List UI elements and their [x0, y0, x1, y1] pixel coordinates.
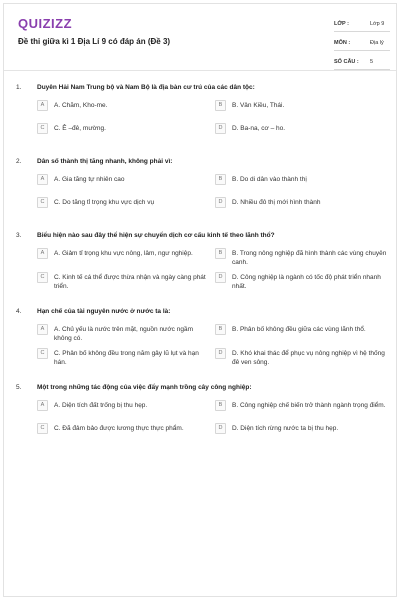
meta-row-question-count [334, 55, 390, 70]
option-letter-badge: B [215, 324, 226, 335]
question-header [4, 156, 396, 172]
option-b[interactable] [215, 246, 393, 267]
question-1 [4, 82, 396, 144]
option-d[interactable] [215, 346, 393, 367]
worksheet-header [4, 4, 396, 68]
option-letter-badge: C [37, 197, 48, 208]
meta-row-class [334, 17, 390, 32]
meta-label: MÔN : [334, 40, 351, 46]
option-letter-badge: B [215, 100, 226, 111]
meta-value: 5 [370, 59, 374, 65]
option-row [37, 346, 393, 370]
option-letter-badge: B [215, 400, 226, 411]
option-c[interactable] [37, 421, 215, 441]
option-c[interactable] [37, 121, 215, 141]
option-text: B. Phân bố không đều giữa các vùng lãnh thổ. [232, 326, 366, 333]
option-row [37, 398, 393, 421]
option-d[interactable] [215, 121, 393, 141]
option-letter-badge: B [215, 174, 226, 185]
answer-options [37, 322, 393, 370]
option-text: A. Giảm tỉ trọng khu vực nông, lâm, ngư nghiệp. [54, 250, 193, 257]
worksheet-meta [334, 17, 390, 74]
option-b[interactable] [215, 398, 393, 418]
option-letter-badge: A [37, 324, 48, 335]
question-text: Hạn chế của tài nguyên nước ở nước ta là: [37, 308, 171, 315]
option-text: B. Vân Kiều, Thái. [232, 102, 285, 109]
meta-row-subject [334, 36, 390, 51]
question-header [4, 382, 396, 398]
option-text: B. Công nghiệp chế biến trở thành ngành trọng điểm. [232, 402, 386, 409]
question-number: 5. [16, 384, 22, 391]
option-a[interactable] [37, 246, 215, 267]
option-row [37, 195, 393, 218]
option-letter-badge: D [215, 272, 226, 283]
option-row [37, 172, 393, 195]
option-text: C. Đã đảm bảo được lương thực thực phẩm. [54, 425, 184, 432]
worksheet-title: Đề thi giữa kì 1 Địa Lí 9 có đáp án (Đề 3) [18, 37, 171, 46]
option-letter-badge: C [37, 123, 48, 134]
option-b[interactable] [215, 98, 393, 118]
option-c[interactable] [37, 195, 215, 215]
option-letter-badge: D [215, 423, 226, 434]
option-text: D. Nhiều đô thị mới hình thành [232, 199, 321, 206]
question-text: Duyên Hải Nam Trung bộ và Nam Bộ là địa bàn cư trú của các dân tộc: [37, 84, 255, 91]
option-text: A. Gia tăng tự nhiên cao [54, 176, 125, 183]
option-c[interactable] [37, 346, 215, 367]
answer-options [37, 98, 393, 144]
worksheet-page [3, 3, 397, 597]
question-text: Một trong những tác động của việc đẩy mạnh trồng cây công nghiệp: [37, 384, 252, 391]
question-header [4, 82, 396, 98]
option-a[interactable] [37, 98, 215, 118]
option-letter-badge: A [37, 248, 48, 259]
meta-value: Địa lý [370, 40, 384, 46]
answer-options [37, 398, 393, 444]
option-b[interactable] [215, 322, 393, 343]
option-row [37, 421, 393, 444]
question-text: Dân số thành thị tăng nhanh, không phải vì: [37, 158, 173, 165]
option-d[interactable] [215, 421, 393, 441]
question-header [4, 306, 396, 322]
option-row [37, 98, 393, 121]
meta-value: Lớp 9 [370, 21, 385, 27]
answer-options [37, 172, 393, 218]
option-a[interactable] [37, 172, 215, 192]
quizizz-logo: QUIZIZZ [18, 16, 73, 31]
option-text: C. Phân bố không đều trong năm gây lũ lụt và hạn hán. [54, 350, 199, 366]
option-letter-badge: D [215, 348, 226, 359]
option-letter-badge: A [37, 400, 48, 411]
question-number: 2. [16, 158, 22, 165]
question-number: 4. [16, 308, 22, 315]
option-row [37, 121, 393, 144]
option-text: C. Do tăng tỉ trọng khu vực dịch vụ [54, 199, 155, 206]
option-text: C. Kinh tế cá thể được thừa nhận và ngày càng phát triển. [54, 274, 206, 290]
option-text: A. Diện tích đất trống bị thu hẹp. [54, 402, 148, 409]
question-2 [4, 156, 396, 218]
option-letter-badge: D [215, 123, 226, 134]
option-text: D. Ba-na, cơ – ho. [232, 125, 286, 132]
option-text: A. Chủ yếu là nước trên mặt, nguồn nước ngầm không có. [54, 326, 193, 342]
option-text: D. Khó khai thác để phục vụ nông nghiệp vì hệ thống đê ven sông. [232, 350, 385, 366]
question-list [4, 82, 396, 456]
question-header [4, 230, 396, 246]
option-row [37, 246, 393, 270]
option-text: A. Chăm, Kho-me. [54, 102, 108, 109]
option-letter-badge: A [37, 174, 48, 185]
option-letter-badge: D [215, 197, 226, 208]
question-text: Biểu hiện nào sau đây thể hiện sự chuyển dịch cơ cấu kinh tế theo lãnh thổ? [37, 232, 275, 239]
option-letter-badge: C [37, 423, 48, 434]
question-number: 1. [16, 84, 22, 91]
header-divider [4, 70, 396, 71]
option-row [37, 322, 393, 346]
option-text: D. Diện tích rừng nước ta bị thu hẹp. [232, 425, 339, 432]
option-letter-badge: B [215, 248, 226, 259]
option-b[interactable] [215, 172, 393, 192]
option-text: B. Do di dân vào thành thị [232, 176, 307, 183]
option-text: C. Ê –đê, mường. [54, 125, 106, 132]
option-letter-badge: C [37, 348, 48, 359]
option-d[interactable] [215, 270, 393, 291]
question-3 [4, 230, 396, 294]
meta-label: LỚP : [334, 21, 349, 27]
option-letter-badge: A [37, 100, 48, 111]
option-a[interactable] [37, 322, 215, 343]
option-c[interactable] [37, 270, 215, 291]
question-number: 3. [16, 232, 22, 239]
option-d[interactable] [215, 195, 393, 215]
question-4 [4, 306, 396, 370]
answer-options [37, 246, 393, 294]
option-letter-badge: C [37, 272, 48, 283]
meta-label: SỐ CÂU : [334, 59, 359, 65]
option-text: B. Trong nông nghiệp đã hình thành các vùng chuyên canh. [232, 250, 387, 266]
question-5 [4, 382, 396, 444]
option-text: D. Công nghiệp là ngành có tốc độ phát triển nhanh nhất. [232, 274, 381, 290]
option-a[interactable] [37, 398, 215, 418]
option-row [37, 270, 393, 294]
